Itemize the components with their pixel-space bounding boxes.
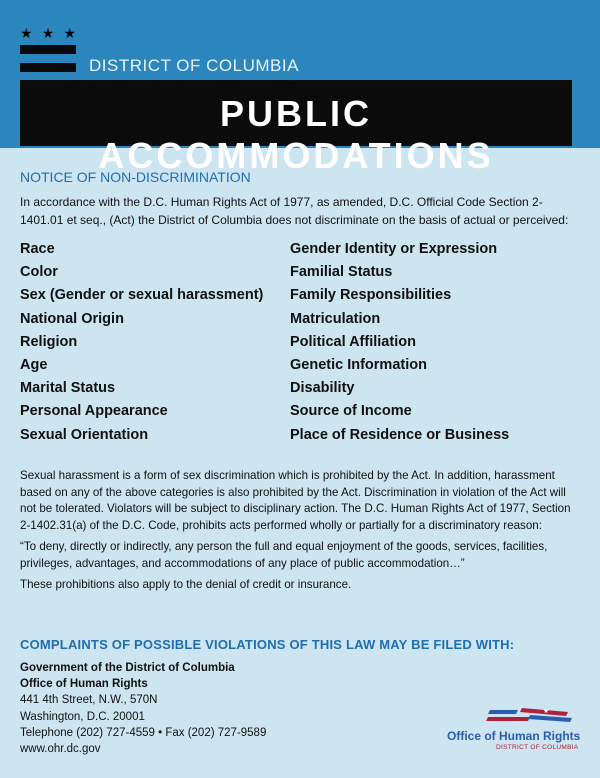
category-item: Color xyxy=(20,264,58,281)
credit-paragraph: These prohibitions also apply to the denial of credit or insurance. xyxy=(20,578,352,591)
category-item: Matriculation xyxy=(290,310,381,327)
category-item: Disability xyxy=(290,380,355,397)
category-item: National Origin xyxy=(20,310,124,327)
categories-left-list xyxy=(20,238,290,447)
quote-paragraph: “To deny, directly or indirectly, any person the full and equal enjoyment of the goods, services, facilities, privileges, advantages, and accommodations of any place of public accommodation…” xyxy=(20,540,548,570)
logo-name: Office of Human Rights xyxy=(447,729,581,743)
street-address: 441 4th Street, N.W., 570N xyxy=(20,694,158,707)
district-label: DISTRICT OF COLUMBIA xyxy=(89,56,299,75)
category-item: Place of Residence or Business xyxy=(290,426,510,443)
category-item: Familial Status xyxy=(290,264,393,281)
category-item: Gender Identity or Expression xyxy=(290,241,498,257)
page-title: PUBLIC ACCOMMODATIONS xyxy=(98,93,494,176)
org-name: Government of the District of Columbia xyxy=(20,662,235,674)
harassment-paragraph: Sexual harassment is a form of sex discrimination which is prohibited by the Act. In addition, harassment based on any of the above categories is also prohibited by the Act. Discrimination in violation of the Act will not be tolerated. Violators will be subject to disciplinary action. The D.C. Human Rights Act of 1977, Section 2-1402.31(a) of the D.C. Code, prohibits acts performed wholly or partially for a discriminatory reason: xyxy=(20,469,571,532)
header-band xyxy=(0,0,600,176)
categories-right-list xyxy=(290,238,560,447)
category-item: Personal Appearance xyxy=(20,403,168,420)
notice-heading: NOTICE OF NON-DISCRIMINATION xyxy=(20,169,251,185)
category-item: Race xyxy=(20,241,55,257)
star-icon: ★ xyxy=(20,25,33,41)
intro-text: In accordance with the D.C. Human Rights Act of 1977, as amended, D.C. Official Code Section 2-1401.01 et seq., (Act) the District of Columbia does not discriminate on the basis of actual or perceived: xyxy=(20,195,569,227)
contact-block xyxy=(20,660,266,757)
category-item: Sex (Gender or sexual harassment) xyxy=(20,287,264,304)
category-item: Family Responsibilities xyxy=(290,287,452,304)
flag-bar-icon xyxy=(20,45,76,54)
category-item: Political Affiliation xyxy=(290,333,416,350)
category-item: Genetic Information xyxy=(290,356,427,373)
city-address: Washington, D.C. 20001 xyxy=(20,710,145,723)
category-item: Sexual Orientation xyxy=(20,426,149,443)
complaints-heading: COMPLAINTS OF POSSIBLE VIOLATIONS OF THIS LAW MAY BE FILED WITH: xyxy=(20,637,515,652)
logo-subtitle: DISTRICT OF COLUMBIA xyxy=(496,744,579,751)
category-item: Marital Status xyxy=(20,380,116,397)
title-bar xyxy=(20,80,572,176)
flag-bar-icon xyxy=(20,63,76,72)
website-link[interactable]: www.ohr.dc.gov xyxy=(20,743,101,756)
star-icon: ★ xyxy=(41,25,55,41)
office-name: Office of Human Rights xyxy=(20,678,148,691)
category-item: Religion xyxy=(20,333,78,350)
svg-text:★: ★ xyxy=(543,707,550,715)
category-item: Age xyxy=(20,356,48,373)
category-item: Source of Income xyxy=(290,403,412,420)
dc-flag-stars xyxy=(20,26,76,40)
star-icon: ★ xyxy=(63,25,76,41)
phone-fax: Telephone (202) 727-4559 • Fax (202) 727-9589 xyxy=(20,726,267,739)
